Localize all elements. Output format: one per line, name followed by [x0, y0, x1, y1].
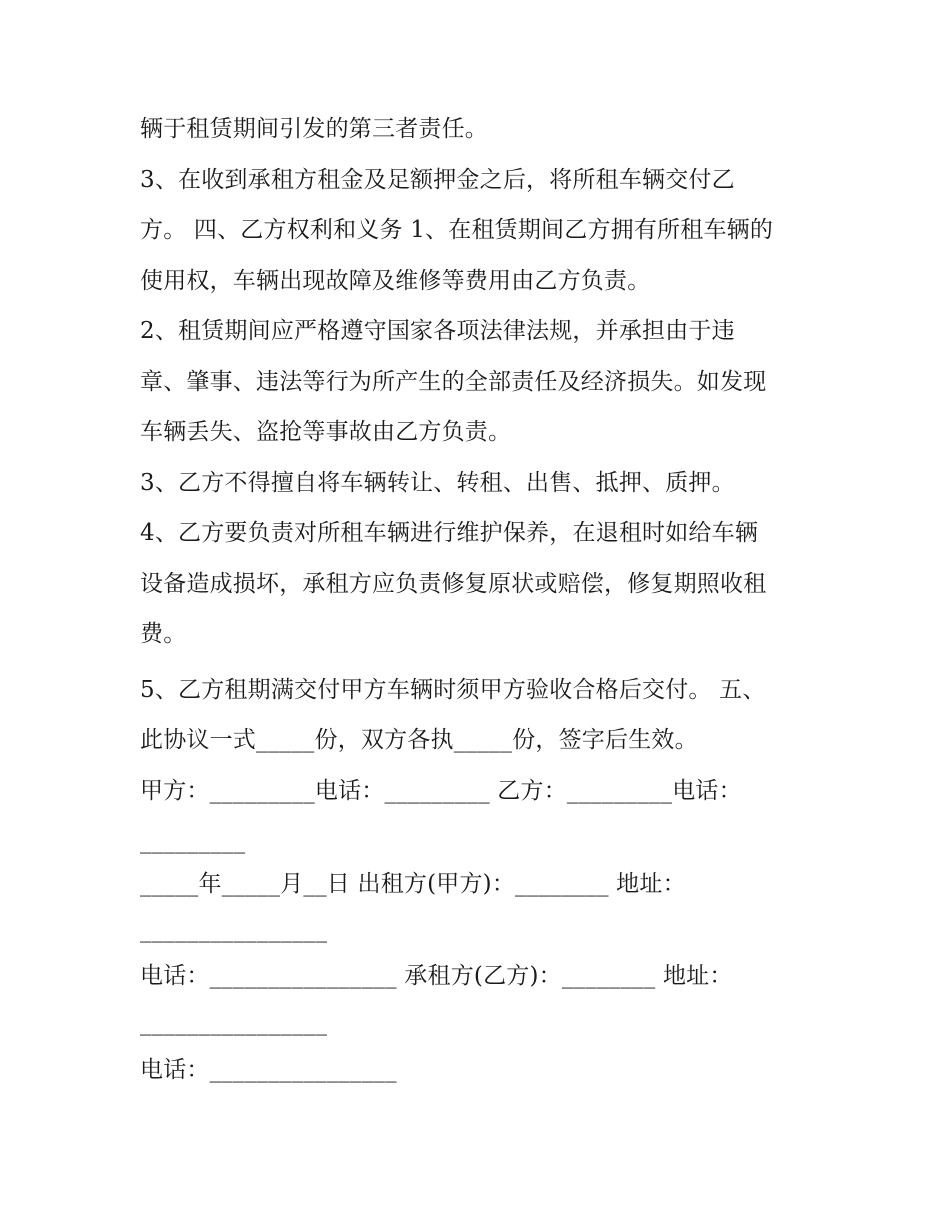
text-line: 3、在收到承租方租金及足额押金之后，将所租车辆交付乙: [140, 167, 735, 193]
signature-blank: _________: [140, 828, 246, 854]
text-line: 设备造成损坏，承租方应负责修复原状或赔偿，修复期照收租: [140, 571, 767, 597]
text-line: 2、租赁期间应严格遵守国家各项法律法规，并承担由于违: [140, 318, 735, 344]
text-line: 方。 四、乙方权利和义务 1、在租赁期间乙方拥有所租车辆的: [140, 217, 774, 243]
text-line: 5、乙方租期满交付甲方车辆时须甲方验收合格后交付。 五、: [140, 677, 766, 703]
text-line: 车辆丢失、盗抢等事故由乙方负责。: [140, 419, 512, 445]
text-line: 4、乙方要负责对所租车辆进行维护保养，在退租时如给车辆: [140, 520, 759, 546]
text-line: 费。: [140, 621, 187, 647]
address-blank: ________________: [140, 1010, 328, 1036]
phone-line: 电话：________________: [140, 1057, 397, 1083]
signature-line: 甲方：_________电话：_________ 乙方：_________电话：: [140, 778, 742, 804]
text-line: 章、肇事、违法等行为所产生的全部责任及经济损失。如发现: [140, 369, 767, 395]
date-lessor-line: _____年_____月__日 出租方(甲方)：________ 地址：: [140, 871, 686, 897]
text-line: 辆于租赁期间引发的第三者责任。: [140, 116, 488, 142]
phone-lessee-line: 电话：________________ 承租方(乙方)：________ 地址：: [140, 963, 733, 989]
address-blank: ________________: [140, 917, 328, 943]
text-line: 使用权，车辆出现故障及维修等费用由乙方负责。: [140, 268, 651, 294]
text-line: 3、乙方不得擅自将车辆转让、转租、出售、抵押、质押。: [140, 470, 735, 496]
text-line: 此协议一式_____份，双方各执_____份，签字后生效。: [140, 727, 698, 753]
